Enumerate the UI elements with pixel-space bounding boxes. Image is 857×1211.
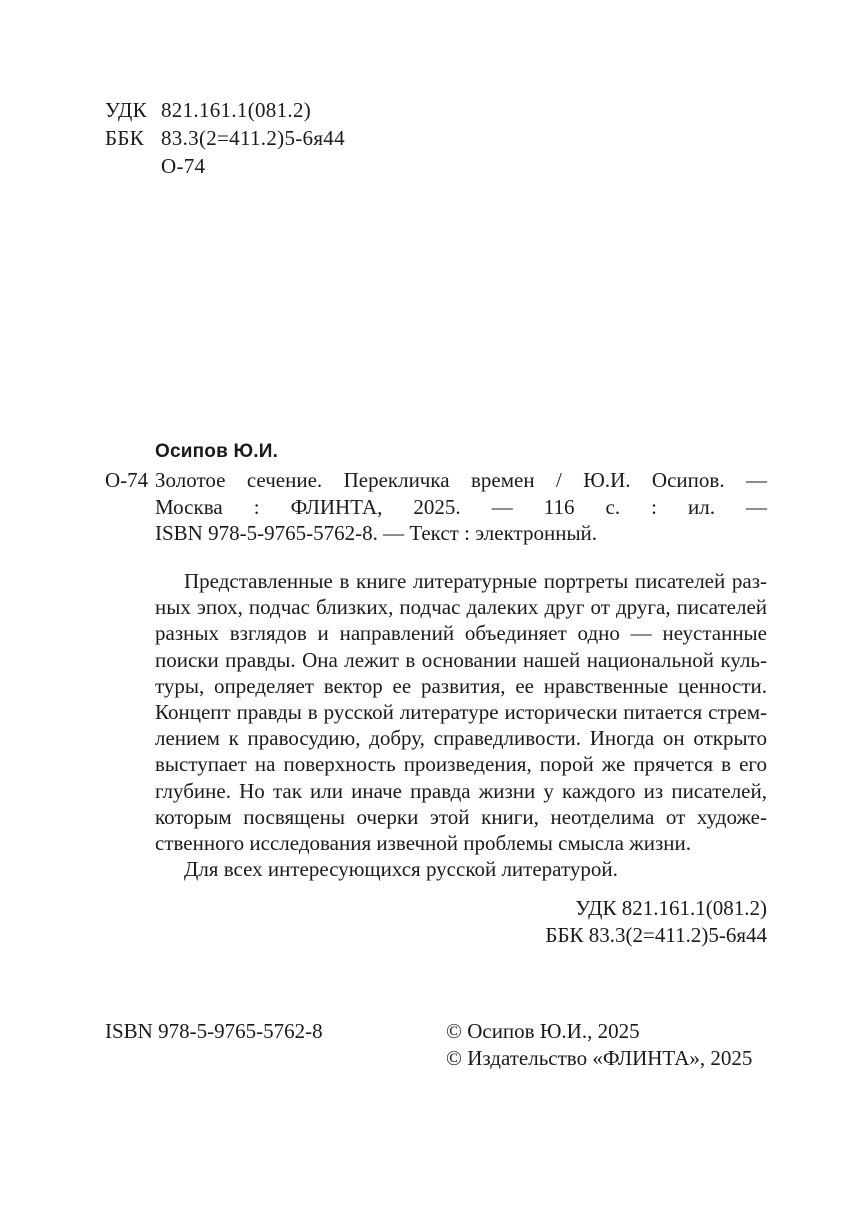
annotation-line: поиски правды. Она лежит в основании нашей национальной куль- (155, 647, 767, 672)
copyright-block (446, 1018, 752, 1071)
copyright-author: © Осипов Ю.И., 2025 (446, 1019, 640, 1043)
annotation (155, 568, 767, 882)
udk-row (105, 97, 311, 123)
bbk-value: 83.3(2=411.2)5-6я44 (161, 126, 345, 150)
right-bbk: ББК 83.3(2=411.2)5-6я44 (545, 922, 767, 947)
annotation-line: выступает на поверхность произведения, порой же прячется в его (155, 752, 767, 777)
annotation-line: лением к правосудию, добру, справедливости. Иногда он открыто (155, 726, 767, 751)
bbk-row (105, 125, 345, 151)
annotation-line: туры, определяет вектор ее развития, ее нравственные ценности. (155, 673, 767, 698)
udk-value: 821.161.1(081.2) (161, 98, 312, 122)
right-udk: УДК 821.161.1(081.2) (575, 896, 767, 920)
annotation-line: которым посвящены очерки этой книги, неотделима от художе- (155, 804, 767, 829)
biblio-line-2: Москва : ФЛИНТА, 2025. — 116 с. : ил. — (155, 494, 767, 519)
biblio-line-3: ISBN 978-5-9765-5762-8. — Текст : электронный. (155, 521, 598, 545)
copyright-publisher: © Издательство «ФЛИНТА», 2025 (446, 1045, 753, 1070)
annotation-line: Представленные в книге литературные портреты писателей раз- (184, 569, 767, 593)
audience-note: Для всех интересующихся русской литературой. (184, 857, 618, 882)
footer-isbn: ISBN 978-5-9765-5762-8 (105, 1019, 323, 1043)
author-mark: О-74 (161, 154, 206, 178)
annotation-line: разных взглядов и направлений объединяет одно — неустанные (155, 621, 767, 646)
bbk-label: ББК (105, 126, 145, 150)
udk-label: УДК (105, 98, 147, 122)
author-name: Осипов Ю.И. (155, 441, 279, 462)
annotation-line: ственного исследования извечной проблемы смысла жизни. (155, 831, 691, 856)
author-code: О-74 (105, 468, 149, 492)
annotation-line: Концепт правды в русской литературе исторически питается стрем- (155, 700, 767, 725)
right-classification (545, 895, 767, 948)
annotation-line: глубине. Но так или иначе правда жизни у каждого из писателей, (155, 778, 767, 803)
bibliographic-description (105, 467, 767, 547)
biblio-line-1: Золотое сечение. Перекличка времен / Ю.И. Осипов. — (155, 468, 767, 492)
annotation-line: ных эпох, подчас близких, подчас далеких друг от друга, писателей (155, 595, 767, 620)
author-mark-row (105, 153, 205, 179)
